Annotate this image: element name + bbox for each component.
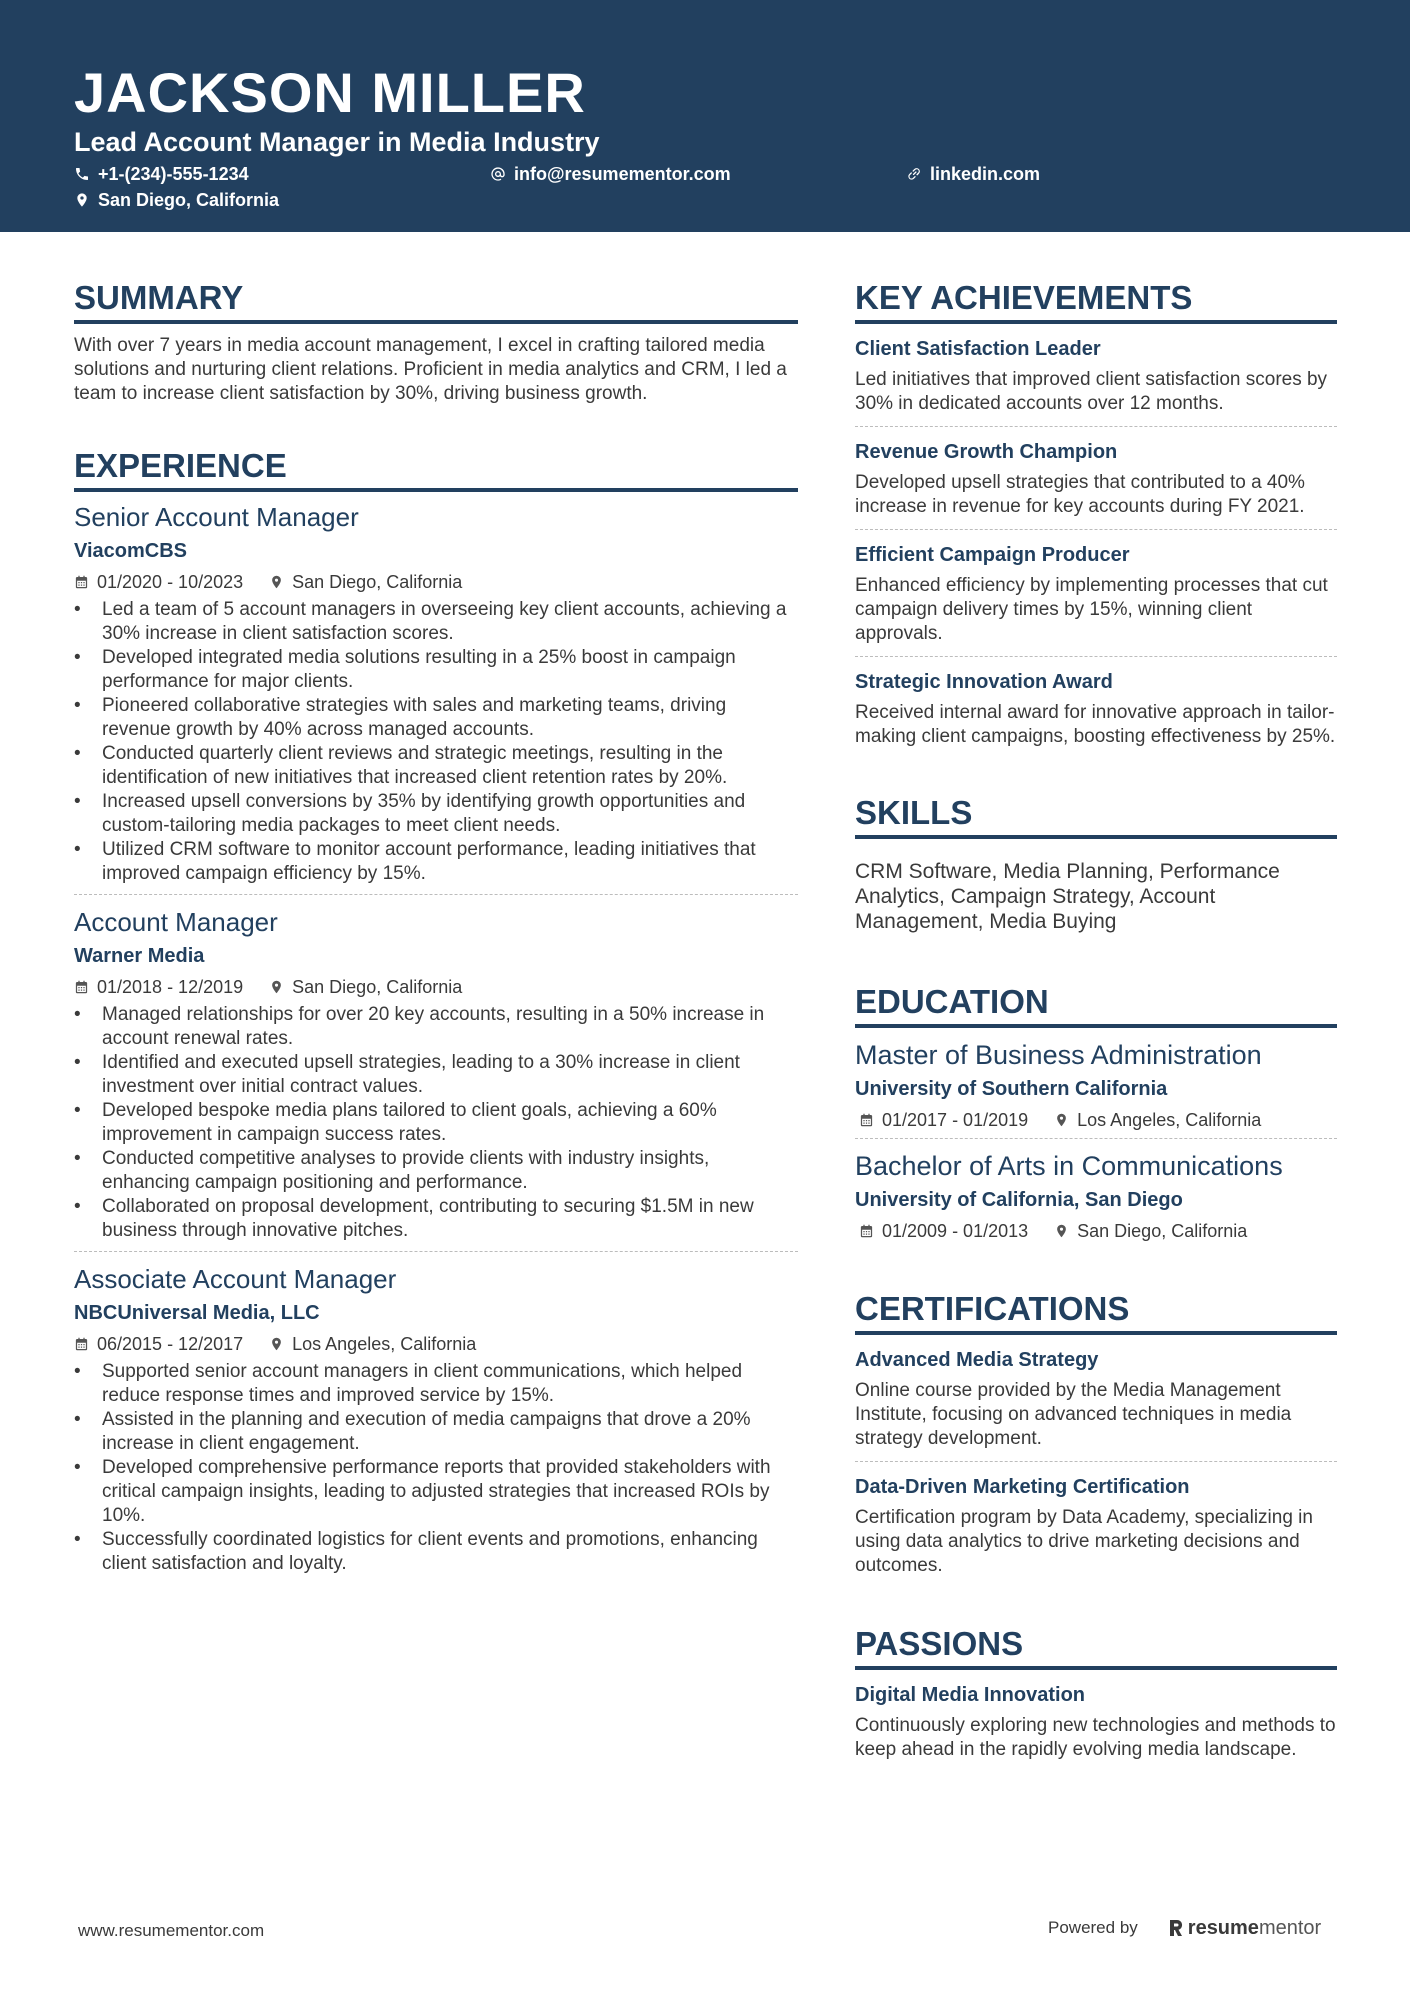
job-company: Warner Media [74, 945, 205, 967]
location-pin-icon [74, 192, 90, 208]
achievement-title: Strategic Innovation Award [855, 671, 1113, 693]
job-title: Associate Account Manager [74, 1264, 397, 1294]
job-dates: 06/2015 - 12/2017 [97, 1334, 244, 1354]
bullet-item: • Conducted competitive analyses to provide clients with industry insights, enhancing campaign positioning and performance. [74, 1147, 798, 1195]
calendar-icon [74, 574, 89, 590]
skills-section [855, 793, 1337, 934]
certifications-heading: CERTIFICATIONS [855, 1289, 1337, 1335]
right-column [855, 278, 1337, 1772]
certification-desc: Online course provided by the Media Management Institute, focusing on advanced techniques in media strategy development. [855, 1380, 1292, 1449]
experience-heading: EXPERIENCE [74, 446, 798, 492]
certification-desc: Certification program by Data Academy, specializing in using data analytics to drive marketing decisions and outcomes. [855, 1507, 1313, 1576]
skills-heading: SKILLS [855, 793, 1337, 839]
job-entry [74, 894, 798, 1251]
education-item [855, 1138, 1337, 1249]
job-meta [74, 975, 798, 999]
education-meta [855, 1219, 1337, 1243]
achievement-desc: Received internal award for innovative approach in tailor-making client campaigns, boosting effectiveness by 25%. [855, 702, 1336, 747]
education-section [855, 982, 1337, 1249]
resume-header [0, 0, 1410, 232]
job-location: Los Angeles, California [292, 1334, 477, 1354]
job-bullets [74, 1003, 798, 1243]
bullet-item: • Conducted quarterly client reviews and strategic meetings, resulting in the identification of new initiatives that increased client retention rates by 20%. [74, 742, 798, 790]
bullet-item: • Utilized CRM software to monitor account performance, leading initiatives that improved campaign efficiency by 15%. [74, 838, 798, 886]
achievement-title: Efficient Campaign Producer [855, 544, 1130, 566]
summary-section [74, 278, 798, 406]
certification-title: Data-Driven Marketing Certification [855, 1476, 1190, 1498]
powered-by-text: Powered by [1048, 1918, 1138, 1937]
job-entry [74, 500, 798, 894]
job-bullets [74, 598, 798, 886]
job-bullets [74, 1360, 798, 1576]
achievement-item [855, 426, 1337, 529]
phone-text: +1-(234)-555-1234 [98, 164, 249, 184]
bullet-item: • Increased upsell conversions by 35% by identifying growth opportunities and custom-tailoring media packages to meet client needs. [74, 790, 798, 838]
skills-text: CRM Software, Media Planning, Performance Analytics, Campaign Strategy, Account Management, Media Buying [855, 860, 1280, 933]
footer-branding [1048, 1917, 1321, 1939]
achievement-item [855, 529, 1337, 656]
achievement-desc: Enhanced efficiency by implementing processes that cut campaign delivery times by 15%, winning client approvals. [855, 575, 1328, 644]
passion-desc: Continuously exploring new technologies and methods to keep ahead in the rapidly evolving media landscape. [855, 1715, 1336, 1760]
passion-title: Digital Media Innovation [855, 1684, 1086, 1706]
job-dates: 01/2018 - 12/2019 [97, 977, 244, 997]
bullet-item: • Identified and executed upsell strategies, leading to a 30% increase in client investment over initial contract values. [74, 1051, 798, 1099]
bullet-item: • Developed bespoke media plans tailored to client goals, achieving a 60% improvement in campaign success rates. [74, 1099, 798, 1147]
certification-title: Advanced Media Strategy [855, 1349, 1099, 1371]
education-item [855, 1028, 1337, 1138]
job-entry [74, 1251, 798, 1584]
education-meta [855, 1108, 1337, 1132]
passions-heading: PASSIONS [855, 1624, 1337, 1670]
certifications-section [855, 1289, 1337, 1588]
job-title: Account Manager [74, 907, 278, 937]
summary-text: With over 7 years in media account management, I excel in crafting tailored media solutions and nurturing client relations. Proficient in media analytics and CRM, I led a team to increase client satisfaction by 30%, driving business growth. [74, 335, 787, 404]
achievement-title: Client Satisfaction Leader [855, 338, 1101, 360]
job-company: NBCUniversal Media, LLC [74, 1302, 320, 1324]
achievement-item [855, 324, 1337, 426]
passion-item [855, 1670, 1337, 1772]
certification-item [855, 1461, 1337, 1588]
achievements-section [855, 278, 1337, 759]
education-heading: EDUCATION [855, 982, 1337, 1028]
location-pin-icon [269, 574, 284, 590]
bullet-item: • Led a team of 5 account managers in overseeing key client accounts, achieving a 30% increase in client satisfaction scores. [74, 598, 798, 646]
education-location: San Diego, California [1077, 1221, 1248, 1241]
education-school: University of Southern California [855, 1078, 1168, 1100]
brand-bold-text: resume [1187, 1917, 1259, 1939]
location-pin-icon [269, 1336, 284, 1352]
experience-section [74, 446, 798, 1584]
achievement-item [855, 656, 1337, 759]
bullet-item: • Collaborated on proposal development, contributing to securing $1.5M in new business through innovative pitches. [74, 1195, 798, 1243]
location-pin-icon [269, 979, 284, 995]
email-text: info@resumementor.com [514, 164, 731, 184]
bullet-item: • Assisted in the planning and execution of media campaigns that drove a 20% increase in client engagement. [74, 1408, 798, 1456]
job-meta [74, 570, 798, 594]
calendar-icon [859, 1223, 874, 1239]
contact-location [74, 188, 279, 212]
summary-heading: SUMMARY [74, 278, 798, 324]
education-degree: Bachelor of Arts in Communications [855, 1151, 1283, 1181]
contact-linkedin[interactable] [906, 162, 1040, 186]
certification-item [855, 1335, 1337, 1461]
resumementor-logo[interactable] [1168, 1917, 1321, 1939]
job-dates: 01/2020 - 10/2023 [97, 572, 244, 592]
candidate-name: JACKSON MILLER [74, 61, 586, 124]
link-icon [906, 166, 922, 182]
contact-phone[interactable] [74, 162, 249, 186]
achievement-title: Revenue Growth Champion [855, 441, 1118, 463]
resumementor-logo-icon [1168, 1918, 1184, 1938]
education-dates: 01/2017 - 01/2019 [882, 1110, 1029, 1130]
achievements-heading: KEY ACHIEVEMENTS [855, 278, 1337, 324]
job-title: Senior Account Manager [74, 502, 359, 532]
footer-website[interactable]: www.resumementor.com [78, 1921, 265, 1940]
job-company: ViacomCBS [74, 540, 188, 562]
bullet-item: • Pioneered collaborative strategies with sales and marketing teams, driving revenue growth by 40% across managed accounts. [74, 694, 798, 742]
calendar-icon [74, 979, 89, 995]
location-pin-icon [1054, 1112, 1069, 1128]
phone-icon [74, 166, 90, 182]
passions-section [855, 1624, 1337, 1772]
contact-email[interactable] [490, 162, 731, 186]
job-location: San Diego, California [292, 977, 463, 997]
education-location: Los Angeles, California [1077, 1110, 1262, 1130]
linkedin-text: linkedin.com [930, 164, 1041, 184]
left-column [74, 278, 798, 1584]
location-pin-icon [1054, 1223, 1069, 1239]
education-dates: 01/2009 - 01/2013 [882, 1221, 1029, 1241]
bullet-item: • Supported senior account managers in client communications, which helped reduce response times and improved service by 15%. [74, 1360, 798, 1408]
achievement-desc: Led initiatives that improved client satisfaction scores by 30% in dedicated accounts over 12 months. [855, 369, 1328, 414]
calendar-icon [74, 1336, 89, 1352]
job-meta [74, 1332, 798, 1356]
bullet-item: • Successfully coordinated logistics for client events and promotions, enhancing client satisfaction and loyalty. [74, 1528, 798, 1576]
at-icon [490, 166, 506, 182]
bullet-item: • Developed comprehensive performance reports that provided stakeholders with critical campaign insights, leading to adjusted strategies that increased ROIs by 10%. [74, 1456, 798, 1528]
bullet-item: • Developed integrated media solutions resulting in a 25% boost in campaign performance for major clients. [74, 646, 798, 694]
location-text: San Diego, California [98, 190, 280, 210]
candidate-role: Lead Account Manager in Media Industry [74, 127, 600, 157]
education-degree: Master of Business Administration [855, 1040, 1262, 1070]
calendar-icon [859, 1112, 874, 1128]
job-location: San Diego, California [292, 572, 463, 592]
education-school: University of California, San Diego [855, 1189, 1183, 1211]
bullet-item: • Managed relationships for over 20 key accounts, resulting in a 50% increase in account renewal rates. [74, 1003, 798, 1051]
brand-light-text: mentor [1258, 1917, 1322, 1939]
achievement-desc: Developed upsell strategies that contributed to a 40% increase in revenue for key accounts during FY 2021. [855, 472, 1305, 517]
